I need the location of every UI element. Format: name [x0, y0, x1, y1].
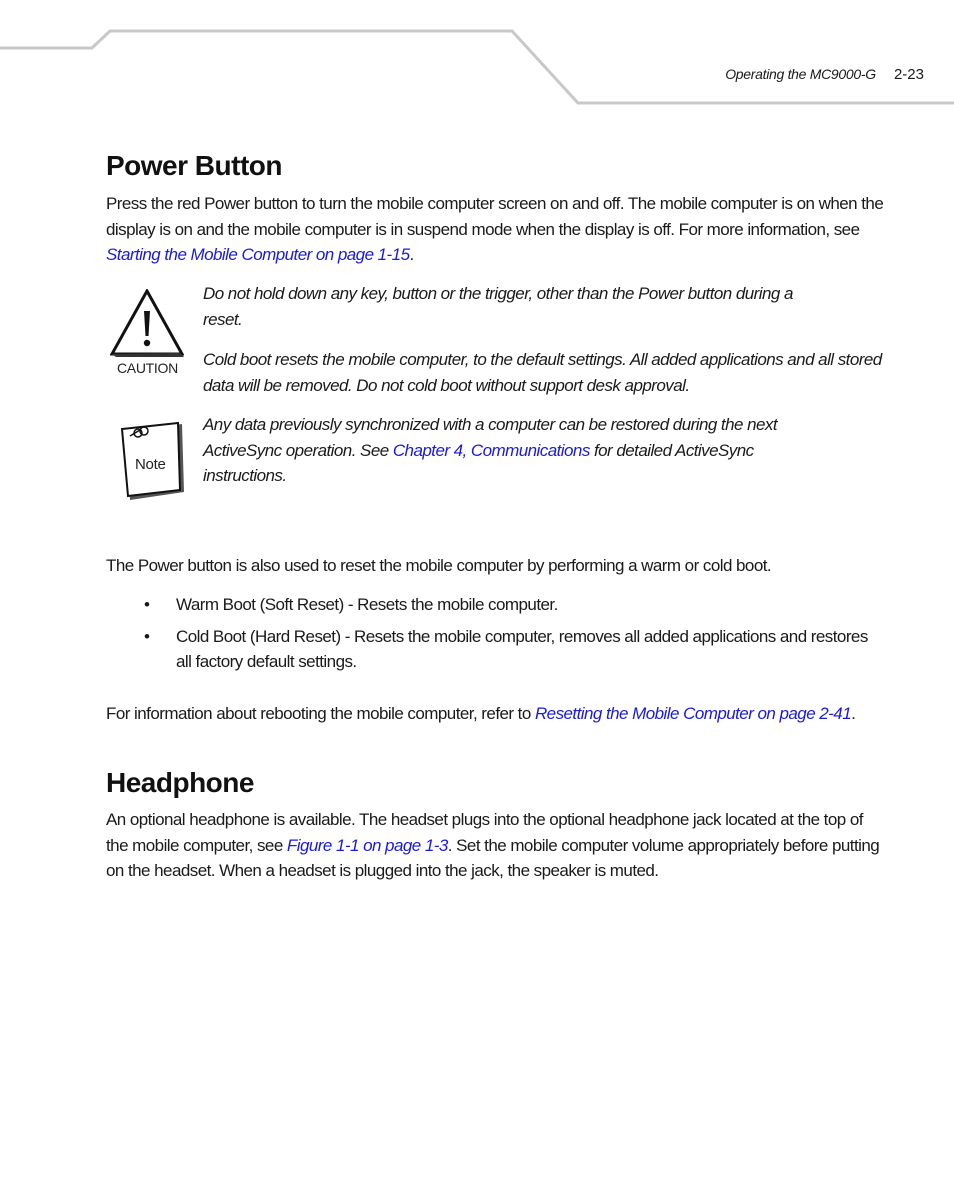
bullet-cold-boot-text: Cold Boot (Hard Reset) - Resets the mobile computer, removes all added applications and restores all factory default settings.	[176, 626, 868, 671]
link-figure-1-1[interactable]: Figure 1-1 on page 1-3	[286, 835, 448, 855]
reset-bullet-list	[106, 592, 886, 675]
note-label: Note	[135, 456, 166, 473]
note-text-pre: Any data previously synchronized with a computer can be restored during the next ActiveSync operation. See	[203, 415, 778, 460]
header-rule	[0, 0, 954, 110]
bullet-warm-boot: • Warm Boot (Soft Reset) - Resets the mobile computer.	[144, 595, 558, 614]
link-starting-mobile-computer[interactable]: Starting the Mobile Computer on page 1-15	[106, 245, 410, 264]
section-heading-power-button: Power Button	[106, 150, 282, 181]
power-intro-paragraph	[106, 191, 886, 268]
headphone-text-2: . Set the mobile computer volume appropriately before putting on the headset. When a headset is plugged into the jack, the speaker is muted.	[106, 835, 880, 880]
section-heading-headphone: Headphone	[106, 767, 254, 798]
power-intro-end: .	[409, 245, 414, 264]
caution-callout-icon	[110, 289, 184, 362]
bullet-cold-boot: • Cold Boot (Hard Reset) - Resets the mobile computer, removes all added applications and restores all factory default settings.	[144, 626, 868, 671]
headphone-text-1: An optional headphone is available. The headset plugs into the optional headphone jack located at the top of the mobile computer, see	[106, 810, 863, 855]
reboot-paragraph	[106, 701, 886, 727]
caution-label: CAUTION	[117, 360, 178, 376]
note-text	[203, 412, 803, 489]
running-head-title: Operating the MC9000-G	[725, 66, 876, 82]
power-intro-text: Press the red Power button to turn the mobile computer screen on and off. The mobile computer is on when the display is on and the mobile computer is in suspend mode when the display is off. For more information, see	[106, 194, 884, 239]
running-head	[725, 66, 924, 83]
caution-text-2: Cold boot resets the mobile computer, to the default settings. All added applications and all stored data will be removed. Do not cold boot without support desk approval.	[203, 350, 882, 395]
caution-text-1: Do not hold down any key, button or the trigger, other than the Power button during a reset.	[203, 284, 793, 329]
warning-triangle-icon	[110, 289, 184, 357]
note-text-post: for detailed ActiveSync instructions.	[203, 440, 754, 485]
reset-paragraph: The Power button is also used to reset the mobile computer by performing a warm or cold boot.	[106, 556, 772, 575]
headphone-paragraph	[106, 807, 886, 884]
link-chapter-4-communications[interactable]: Chapter 4, Communications	[392, 440, 590, 460]
bullet-warm-boot-text: Warm Boot (Soft Reset) - Resets the mobile computer.	[176, 595, 558, 614]
reboot-text: For information about rebooting the mobile computer, refer to	[106, 704, 535, 723]
page-number: 2-23	[893, 66, 924, 83]
link-resetting-mobile-computer[interactable]: Resetting the Mobile Computer on page 2-41	[534, 704, 852, 723]
reboot-end: .	[851, 704, 856, 723]
